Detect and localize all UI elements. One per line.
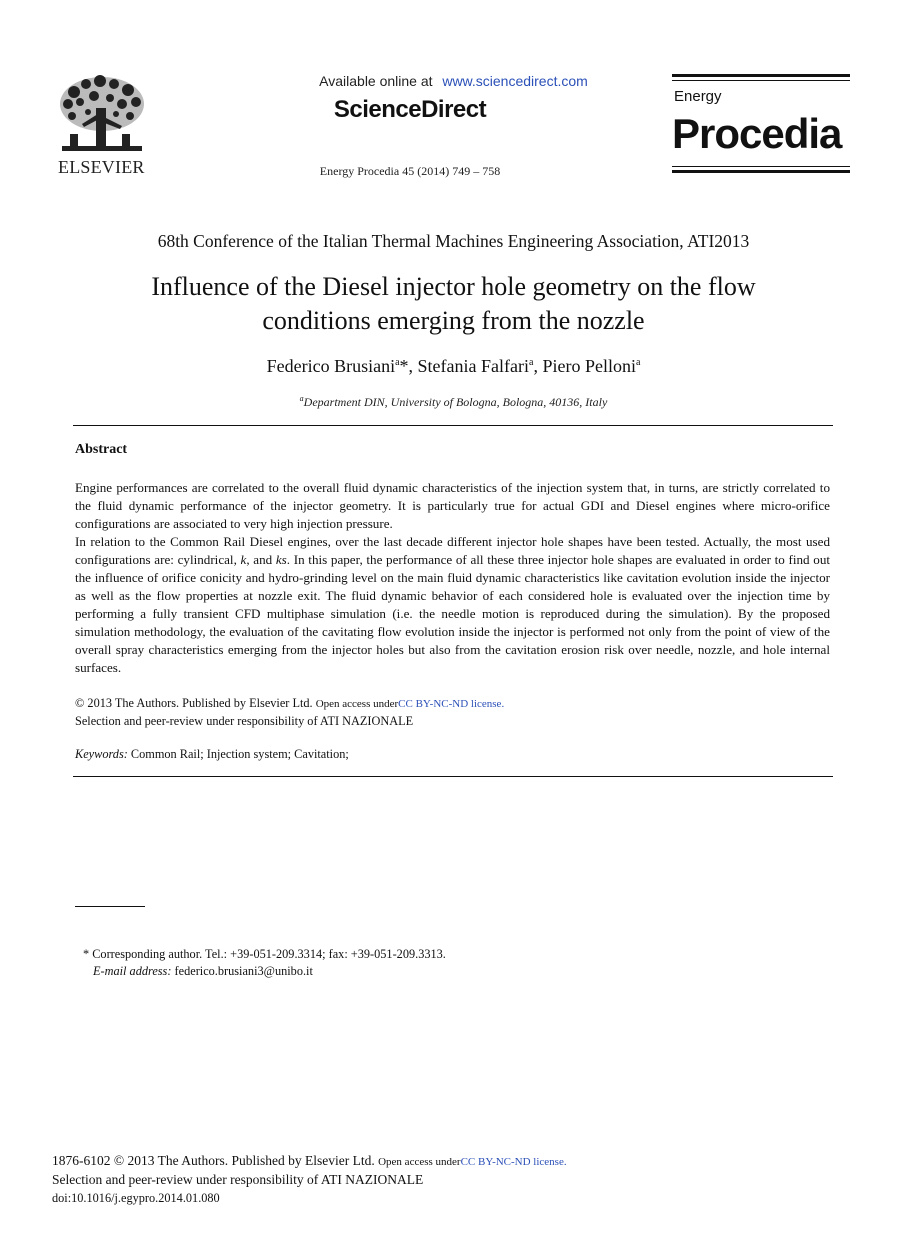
author-list	[0, 356, 907, 377]
email-line	[83, 963, 446, 980]
sciencedirect-link[interactable]: www.sciencedirect.com	[442, 73, 588, 89]
copyright-line	[75, 695, 504, 713]
doi-line[interactable]: doi:10.1016/j.egypro.2014.01.080	[52, 1191, 220, 1205]
sciencedirect-brand: ScienceDirect	[333, 96, 487, 123]
corresponding-author-note: * Corresponding author. Tel.: +39-051-209.3314; fax: +39-051-209.3313.	[83, 947, 446, 961]
paper-title	[100, 270, 807, 338]
affiliation-text: Department DIN, University of Bologna, Bologna, 40136, Italy	[303, 395, 608, 409]
energy-procedia-logo	[672, 74, 852, 178]
logo-energy-text: Energy	[674, 88, 722, 105]
publisher-logo-text: ELSEVIER	[58, 157, 145, 177]
peer-review-line: Selection and peer-review under responsibility of ATI NAZIONALE	[75, 713, 414, 728]
abstract-term-ks: ks	[275, 552, 287, 567]
peer-review-line: Selection and peer-review under responsibility of ATI NAZIONALE	[52, 1172, 424, 1187]
logo-rule-top-thin	[672, 80, 850, 81]
abstract-text: In relation to the Common Rail Diesel engines, over the last decade different injector hole shapes have been tested. Actually, the most used configurations are: cylindrical,	[75, 534, 830, 567]
issn-copyright-text: 1876-6102 © 2013 The Authors. Published by Elsevier Ltd.	[52, 1153, 375, 1168]
copyright-block	[75, 695, 504, 729]
abstract-heading: Abstract	[75, 442, 128, 457]
keywords-value: Common Rail; Injection system; Cavitation;	[130, 747, 349, 761]
abstract-text: , and	[246, 552, 273, 567]
footnote	[83, 946, 446, 980]
author-name: Piero Pelloni	[542, 356, 636, 376]
open-access-text: Open access under	[378, 1156, 461, 1168]
copyright-text: © 2013 The Authors. Published by Elsevier Ltd.	[75, 696, 313, 710]
abstract-text: . In this paper, the performance of all these three injector hole shapes are evaluated in order to find out the influence of orifice conicity and hydro-grinding level on the main fluid dynamic characteristics like cavitation evolution inside the injector as well as the flow properties at nozzle exit. The fluid dynamic behavior of each considered hole is evaluated over the injection time by performing a fully transient CFD multiphase simulation (i.e. the needle motion is reproduced during the simulation). By the proposed simulation methodology, the evaluation of the cavitating flow evolution inside the injector is performed not only from the point of view of the overall spray characteristics emerging from the injector holes but also from the cavitation erosion risk over needle, nozzle, and hole internal surfaces.	[75, 552, 830, 675]
keywords-line	[75, 747, 349, 762]
email-label: E-mail address:	[93, 964, 172, 978]
conference-name: 68th Conference of the Italian Thermal Machines Engineering Association, ATI2013	[157, 231, 750, 251]
affiliation-mark: a	[299, 394, 304, 403]
corresponding-mark: *	[399, 356, 409, 376]
logo-procedia-text: Procedia	[672, 110, 842, 157]
abstract-paragraph-1: Engine performances are correlated to the overall fluid dynamic characteristics of the injection system that, in turns, are strictly correlated to the fluid dynamic performance of the injector geometry. It is particularly true for actual GDI and Diesel engines where micro-orifice configurations are associated to very high injection pressure.	[75, 480, 830, 531]
author-separator: ,	[408, 356, 418, 376]
divider-top	[73, 425, 833, 426]
abstract-term-k: k	[240, 552, 247, 567]
publication-footer	[52, 1152, 567, 1207]
paper-title-line-1: Influence of the Diesel injector hole geometry on the flow	[151, 272, 756, 301]
affiliation	[0, 394, 907, 410]
author-affiliation-mark: a	[529, 357, 534, 368]
logo-rule-top	[672, 74, 850, 77]
abstract-paragraph-2	[75, 533, 830, 677]
author-affiliation-mark: a	[395, 357, 400, 368]
author-affiliation-mark: a	[635, 357, 641, 368]
author-separator: ,	[533, 356, 543, 376]
footnote-rule	[75, 906, 145, 907]
availability-prefix: Available online at	[319, 73, 433, 89]
license-link[interactable]: CC BY-NC-ND license.	[460, 1156, 567, 1168]
abstract-body	[75, 479, 830, 677]
open-access-text: Open access under	[315, 698, 399, 710]
divider-bottom	[73, 776, 833, 777]
journal-citation: Energy Procedia 45 (2014) 749 – 758	[319, 164, 501, 178]
keywords-label: Keywords:	[75, 747, 128, 761]
issn-copyright-line	[52, 1152, 567, 1171]
author-name: Stefania Falfari	[417, 356, 529, 376]
paper-title-line-2: conditions emerging from the nozzle	[262, 306, 645, 335]
logo-rule-bottom	[672, 170, 850, 173]
logo-rule-bottom-thin	[672, 166, 850, 167]
author-name: Federico Brusiani	[266, 356, 396, 376]
license-link[interactable]: CC BY-NC-ND license.	[398, 698, 505, 710]
email-address[interactable]: federico.brusiani3@unibo.it	[174, 964, 313, 978]
